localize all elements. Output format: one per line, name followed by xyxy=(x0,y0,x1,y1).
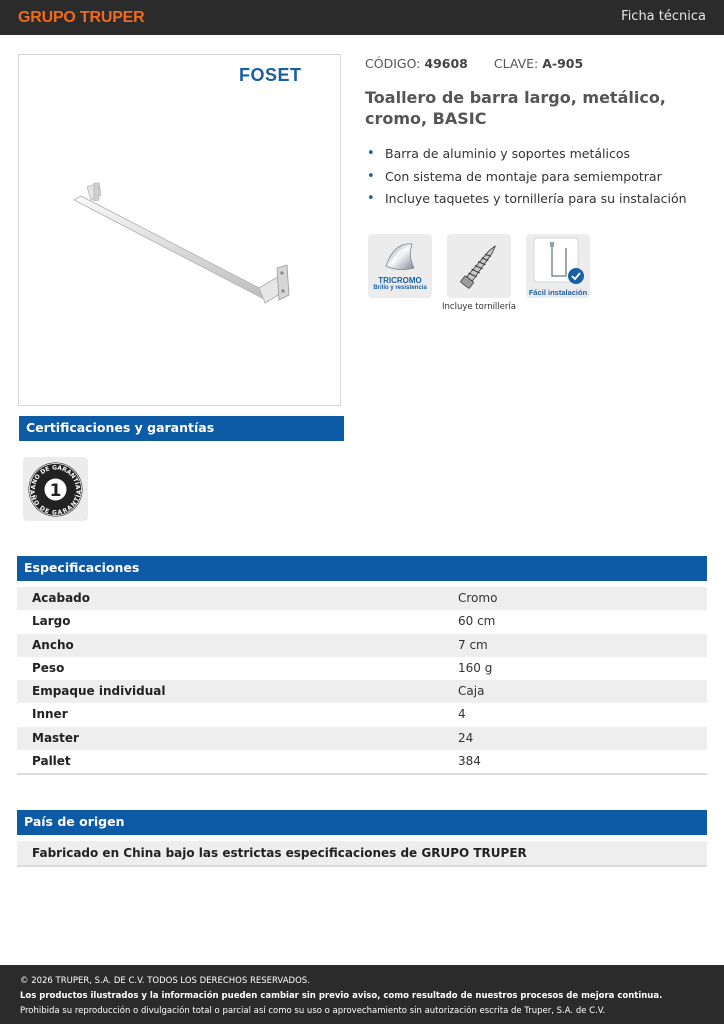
footer-copyright: © 2026 TRUPER, S.A. DE C.V. TODOS LOS DERECHOS RESERVADOS. xyxy=(20,976,310,986)
badge-title: TRICROMO xyxy=(378,276,422,285)
product-title: Toallero de barra largo, metálico, cromo, BASIC xyxy=(365,88,666,128)
footer xyxy=(0,965,724,1024)
feature-item: • Con sistema de montaje para semiempotrar xyxy=(367,168,662,184)
feature-item: • Barra de aluminio y soportes metálicos xyxy=(367,146,630,161)
foset-logo: FOSET xyxy=(239,65,302,85)
origin-text: Fabricado en China bajo las estrictas especificaciones de GRUPO TRUPER xyxy=(17,841,707,865)
origin-divider xyxy=(17,865,707,867)
origin-heading: País de origen xyxy=(17,810,707,835)
table-row: Pallet 384 xyxy=(32,754,481,769)
svg-text:AÑO DE GARANTÍA: AÑO DE GARANTÍA xyxy=(29,464,82,490)
table-row: Acabado Cromo xyxy=(17,587,707,610)
top-bar xyxy=(0,0,724,35)
specifications-heading: Especificaciones xyxy=(17,556,707,581)
certifications-heading: Certificaciones y garantías xyxy=(19,416,344,441)
table-row: Largo 60 cm xyxy=(32,614,496,629)
warranty-years: 1 xyxy=(49,481,62,501)
specifications-table xyxy=(17,587,707,773)
screws-included-badge xyxy=(447,234,511,298)
footer-notice: Los productos ilustrados y la información pueden cambiar sin previo aviso, como resultado de nuestros procesos de mejora continua. xyxy=(20,991,663,1001)
brand-logo: GRUPO TRUPER xyxy=(18,9,145,26)
towel-bar-illustration xyxy=(19,55,342,407)
screw-icon xyxy=(447,234,511,298)
table-divider xyxy=(17,773,707,775)
easy-install-badge xyxy=(526,234,590,298)
document-type: Ficha técnica xyxy=(621,9,706,24)
product-image xyxy=(18,54,341,406)
footer-prohibition: Prohibida su reproducción o divulgación total o parcial así como su uso o aprovechamiento sin autorización escrita de Truper, S.A. de C.V. xyxy=(20,1006,606,1016)
code-label: CÓDIGO: xyxy=(365,56,421,71)
screws-caption: Incluye tornillería xyxy=(442,302,516,312)
feature-list xyxy=(365,146,687,214)
bullet-icon: • xyxy=(367,146,375,161)
bullet-icon: • xyxy=(367,168,375,184)
table-row: Empaque individual Caja xyxy=(17,680,707,703)
table-row: Master 24 xyxy=(17,727,707,750)
bullet-icon: • xyxy=(367,191,375,206)
table-row: Peso 160 g xyxy=(32,660,493,675)
key-label: CLAVE: xyxy=(493,56,539,71)
warranty-badge xyxy=(23,457,88,521)
code-value: 49608 xyxy=(424,56,468,71)
chrome-finish-badge xyxy=(368,234,432,298)
svg-text:AÑO DE GARANTÍA: AÑO DE GARANTÍA xyxy=(27,489,84,517)
chrome-finish-icon xyxy=(368,236,432,276)
feature-item: • Incluye taquetes y tornillería para su instalación xyxy=(367,191,687,206)
table-row: Ancho 7 cm xyxy=(17,634,707,657)
table-row: Inner 4 xyxy=(32,707,466,722)
warranty-seal-icon xyxy=(23,457,88,521)
badge-title: Fácil instalación xyxy=(528,288,588,297)
product-codes xyxy=(365,56,583,71)
key-value: A-905 xyxy=(542,56,584,71)
badge-subtitle: Brillo y resistencia xyxy=(373,285,427,291)
